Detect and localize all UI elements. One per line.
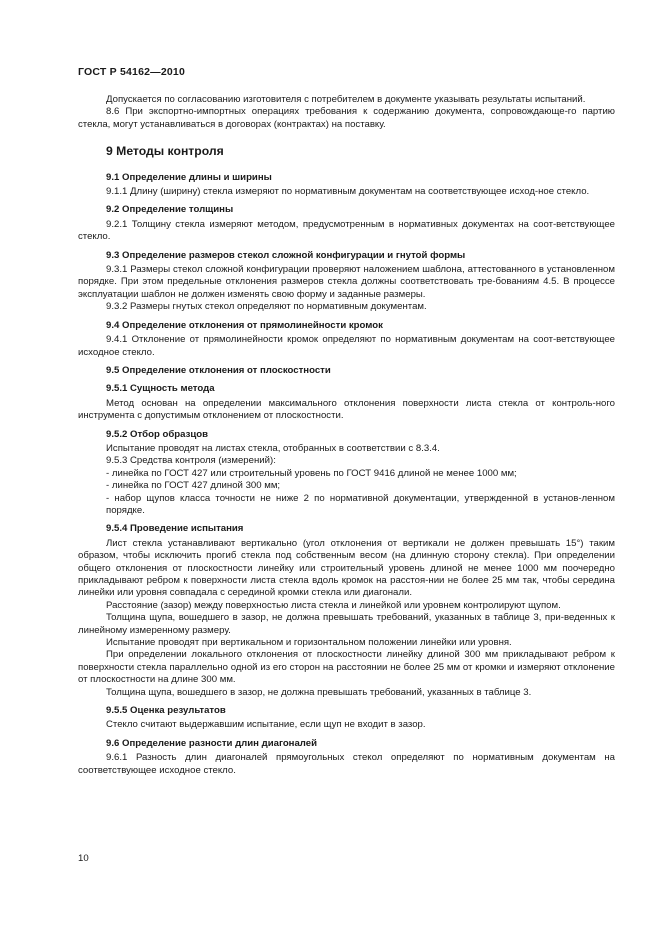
clause-heading: 9.5.1 Сущность метода [106, 383, 215, 395]
paragraph: Допускается по согласованию изготовителя с потребителем в документе указывать результаты испытаний. [106, 94, 586, 105]
paragraph: 9.3.2 Размеры гнутых стекол определяют по нормативным документам. [106, 301, 427, 313]
clause-heading: 9.5.4 Проведение испытания [106, 523, 244, 535]
paragraph: Лист стекла устанавливают вертикально (угол отклонения от вертикали не должен превышать 15°) таким образом, чтобы исключить прогиб стекла под собственным весом (на длинную сторону стекла). При определении общего отклонения от плоскостности линейку или строительный уровень длиной не менее 1000 мм поочередно прикладывают ребром к поверхности листа стекла вдоль кромок на расстоя-нии не более 25 мм так, чтобы середина линейки или уровня совпадала с серединой кромки стекла или диагонали. [78, 537, 615, 599]
paragraph: 9.4.1 Отклонение от прямолинейности кромок определяют по нормативным документам на соот-ветствующее исходное стекло. [78, 334, 615, 358]
paragraph: Расстояние (зазор) между поверхностью листа стекла и линейкой или уровнем контролируют щупом. [106, 599, 561, 611]
paragraph: Толщина щупа, вошедшего в зазор, не должна превышать требований, указанных в таблице 3, при-веденных к линейному измеренному размеру. [78, 612, 615, 636]
paragraph: При определении локального отклонения от плоскостности линейку длиной 300 мм прикладывают ребром к поверхности стекла параллельно одной из его сторон на расстоянии не более 25 мм от кромки и измеряют отклонение от плоскостности на длине 300 мм. [78, 649, 615, 686]
document-header: ГОСТ Р 54162—2010 [78, 66, 186, 78]
section-heading: 9 Методы контроля [106, 144, 224, 159]
paragraph: Стекло считают выдержавшим испытание, если щуп не входит в зазор. [106, 719, 426, 731]
subsection-heading: 9.3 Определение размеров стекол сложной конфигурации и гнутой формы [106, 249, 466, 261]
paragraph: Метод основан на определении максимального отклонения поверхности листа стекла от контроль-ного инструмента с допустимым отклонением от плоскостности. [78, 397, 615, 422]
clause-heading: 9.5.5 Оценка результатов [106, 705, 226, 717]
clause-heading: 9.5.2 Отбор образцов [106, 428, 208, 440]
subsection-heading: 9.2 Определение толщины [106, 204, 234, 216]
paragraph: 9.1.1 Длину (ширину) стекла измеряют по нормативным документам на соответствующее исход-ное стекло. [106, 186, 590, 198]
paragraph: 9.5.3 Средства контроля (измерений): [106, 455, 276, 467]
paragraph: Испытание проводят при вертикальном и горизонтальном положении линейки или уровня. [106, 637, 512, 649]
list-item: - набор щупов класса точности не ниже 2 по нормативной документации, утвержденной в установ-ленном порядке. [78, 493, 615, 518]
subsection-heading: 9.6 Определение разности длин диагоналей [106, 737, 318, 749]
page-number: 10 [78, 853, 89, 864]
document-body [78, 94, 615, 777]
subsection-heading: 9.1 Определение длины и ширины [106, 171, 272, 183]
paragraph: 9.6.1 Разность длин диагоналей прямоугольных стекол определяют по нормативным документам на соответствующее исходное стекло. [78, 752, 615, 776]
subsection-heading: 9.4 Определение отклонения от прямолинейности кромок [106, 319, 383, 331]
list-item: - линейка по ГОСТ 427 или строительный уровень по ГОСТ 9416 длиной не менее 1000 мм; [78, 468, 615, 480]
paragraph: 8.6 При экспортно-импортных операциях требования к содержанию документа, сопровождающе-го партию стекла, могут устанавливаться в договорах (контрактах) на поставку. [78, 106, 615, 130]
subsection-heading: 9.5 Определение отклонения от плоскостности [106, 364, 331, 376]
paragraph: 9.3.1 Размеры стекол сложной конфигурации проверяют наложением шаблона, аттестованного в установленном порядке. При этом предельные отклонения размеров стекла должны соответствовать тре-бованиям 4.5. В процессе эксплуатации шаблон не должен изменять свою форму и заданные размеры. [78, 264, 615, 300]
list-item: - линейка по ГОСТ 427 длиной 300 мм; [78, 480, 615, 492]
paragraph: Испытание проводят на листах стекла, отобранных в соответствии с 8.3.4. [106, 442, 440, 454]
paragraph: Толщина щупа, вошедшего в зазор, не должна превышать требований, указанных в таблице 3. [106, 686, 532, 698]
paragraph: 9.2.1 Толщину стекла измеряют методом, предусмотренным в нормативных документах на соот-ветствующее стекло. [78, 218, 615, 243]
